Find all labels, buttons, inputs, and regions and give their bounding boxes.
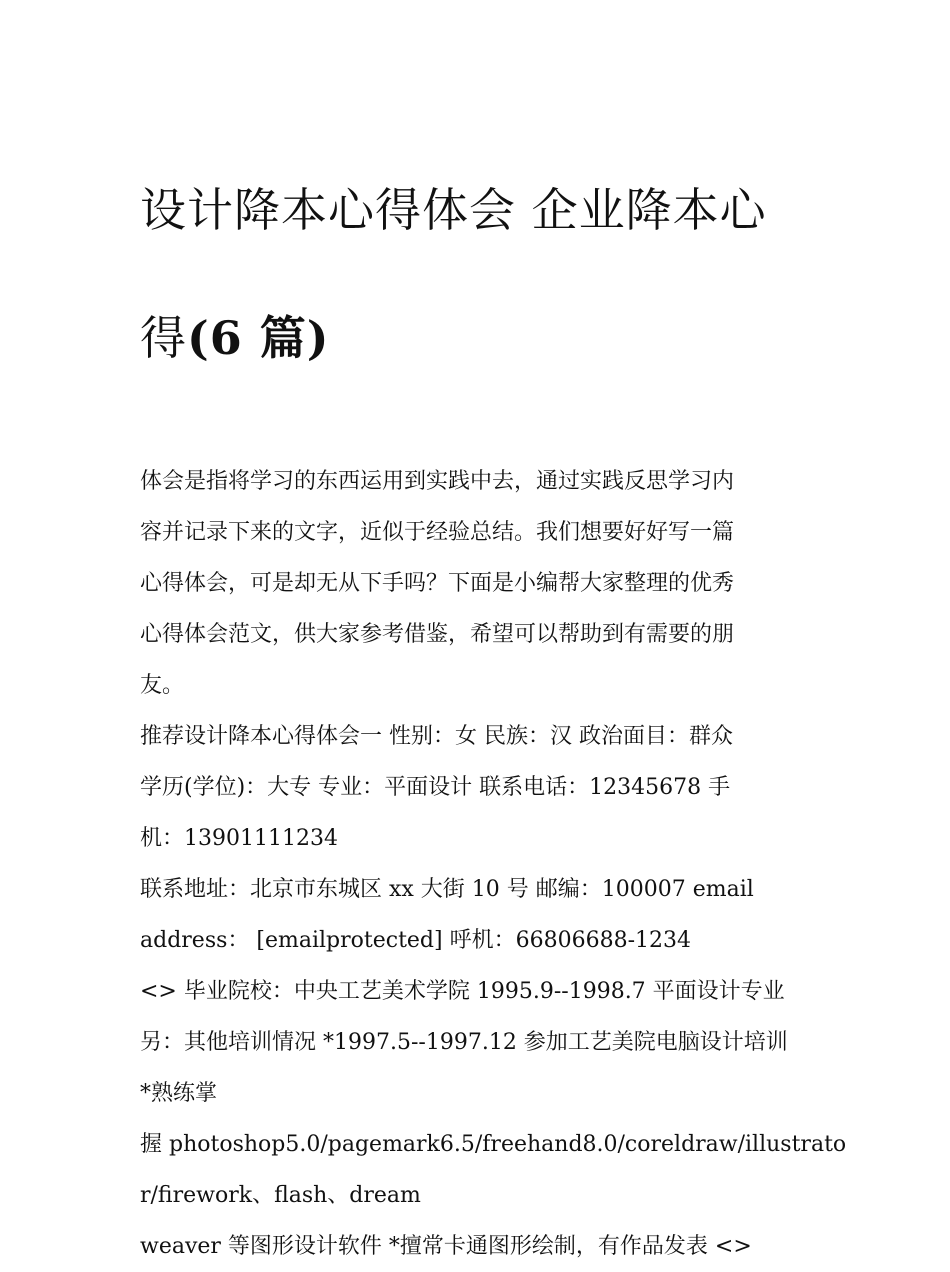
body-line: address： [emailprotected] 呼机：66806688-1234 (140, 928, 691, 953)
document-title (140, 114, 815, 434)
body-line: 友。 (140, 673, 185, 698)
body-line: 心得体会，可是却无从下手吗？下面是小编帮大家整理的优秀 (140, 571, 735, 596)
body-line: 握 photoshop5.0/pagemark6.5/freehand8.0/coreldraw/illustrato (140, 1132, 847, 1157)
body-line: r/firework、flash、dream (140, 1183, 421, 1208)
document-body (140, 456, 847, 1272)
title-line-2-prefix: 得 (140, 311, 187, 365)
body-line: 推荐设计降本心得体会一 性别：女 民族：汉 政治面目：群众 (140, 724, 733, 749)
body-line: 机：13901111234 (140, 826, 338, 851)
title-line-2-bold: (6 篇) (187, 311, 330, 365)
body-line: <> 毕业院校：中央工艺美术学院 1995.9--1998.7 平面设计专业 (140, 979, 785, 1004)
document-page (140, 114, 847, 1272)
body-line: *熟练掌 (140, 1081, 218, 1106)
body-line: 联系地址：北京市东城区 xx 大街 10 号 邮编：100007 email (140, 877, 754, 902)
body-line: 容并记录下来的文字，近似于经验总结。我们想要好好写一篇 (140, 520, 735, 545)
body-line: 另：其他培训情况 *1997.5--1997.12 参加工艺美院电脑设计培训 (140, 1030, 788, 1055)
title-line-2 (140, 306, 815, 370)
body-line: 学历(学位)：大专 专业：平面设计 联系电话：12345678 手 (140, 775, 731, 800)
body-line: 体会是指将学习的东西运用到实践中去，通过实践反思学习内 (140, 469, 735, 494)
title-line-1: 设计降本心得体会 企业降本心 (140, 183, 767, 237)
body-line: 心得体会范文，供大家参考借鉴，希望可以帮助到有需要的朋 (140, 622, 735, 647)
body-line: weaver 等图形设计软件 *擅常卡通图形绘制，有作品发表 <> (140, 1234, 752, 1259)
